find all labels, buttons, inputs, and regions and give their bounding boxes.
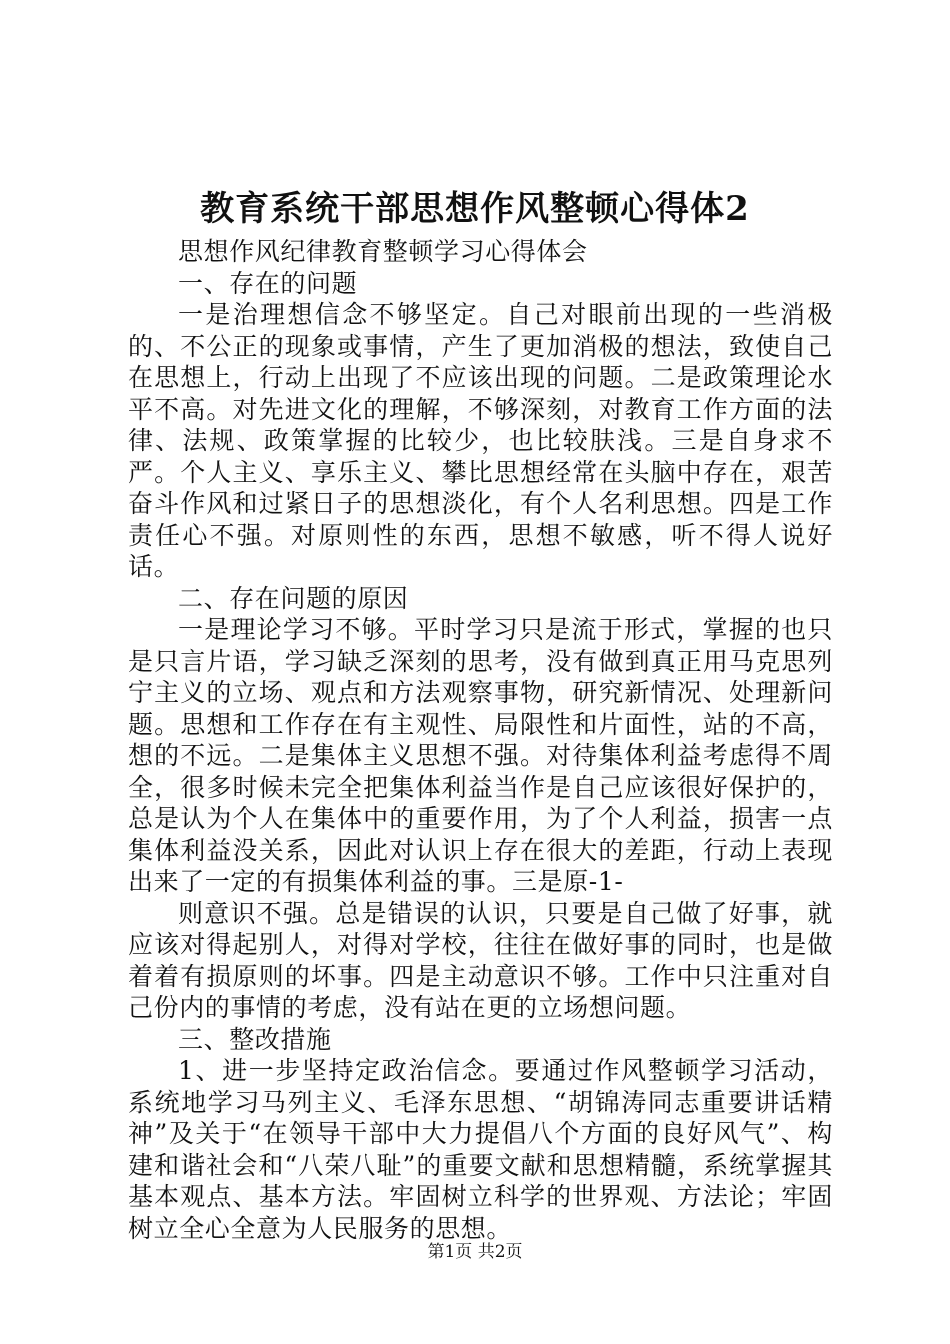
subtitle-paragraph: 思想作风纪律教育整顿学习心得体会 — [178, 237, 588, 266]
body-paragraph: 则意识不强。总是错误的认识，只要是自己做了好事，就应该对得起别人，对得对学校，往往在做好事的同时，也是做着着有损原则的坏事。四是主动意识不够。工作中只注重对自己份内的事情的考虑，没有站在更的立场想问题。 — [128, 898, 833, 1022]
section-heading-2: 二、存在问题的原因 — [178, 583, 409, 613]
page-footer: 第1页 共2页 — [427, 1242, 523, 1262]
body-paragraph: 一是理论学习不够。平时学习只是流于形式，掌握的也只是只言片语，学习缺乏深刻的思考，没有做到真正用马克思列宁主义的立场、观点和方法观察事物，研究新情况、处理新问题。思想和工作存在有主观性、局限性和片面性，站的不高，想的不远。二是集体主义思想不强。对待集体利益考虑得不周全，很多时候未完全把集体利益当作是自己应该很好保护的，总是认为个人在集体中的重要作用，为了个人利益，损害一点集体利益没关系，因此对认识上存在很大的差距，行动上表现出来了一定的有损集体利益的事。三是原-1- — [128, 615, 833, 896]
section-heading-3: 三、整改措施 — [178, 1024, 332, 1054]
section-heading-1: 一、存在的问题 — [178, 268, 358, 298]
body-paragraph: 一是治理想信念不够坚定。自己对眼前出现的一些消极的、不公正的现象或事情，产生了更加消极的想法，致使自己在思想上，行动上出现了不应该出现的问题。二是政策理论水平不高。对先进文化的理解，不够深刻，对教育工作方面的法律、法规、政策掌握的比较少，也比较肤浅。三是自身求不严。个人主义、享乐主义、攀比思想经常在头脑中存在，艰苦奋斗作风和过紧日子的思想淡化，有个人名利思想。四是工作责任心不强。对原则性的东西，思想不敏感，听不得人说好话。 — [128, 300, 833, 581]
body-paragraph: 1、进一步坚持定政治信念。要通过作风整顿学习活动，系统地学习马列主义、毛泽东思想、“胡锦涛同志重要讲话精神”及关于“在领导干部中大力提倡八个方面的良好风气”、构建和谐社会和“八荣八耻”的重要文献和思想精髓，系统掌握其基本观点、基本方法。牢固树立科学的世界观、方法论；牢固树立全心全意为人民服务的思想。 — [128, 1056, 833, 1243]
document-body — [128, 236, 833, 1244]
document-title: 教育系统干部思想作风整顿心得体2 — [200, 189, 750, 229]
